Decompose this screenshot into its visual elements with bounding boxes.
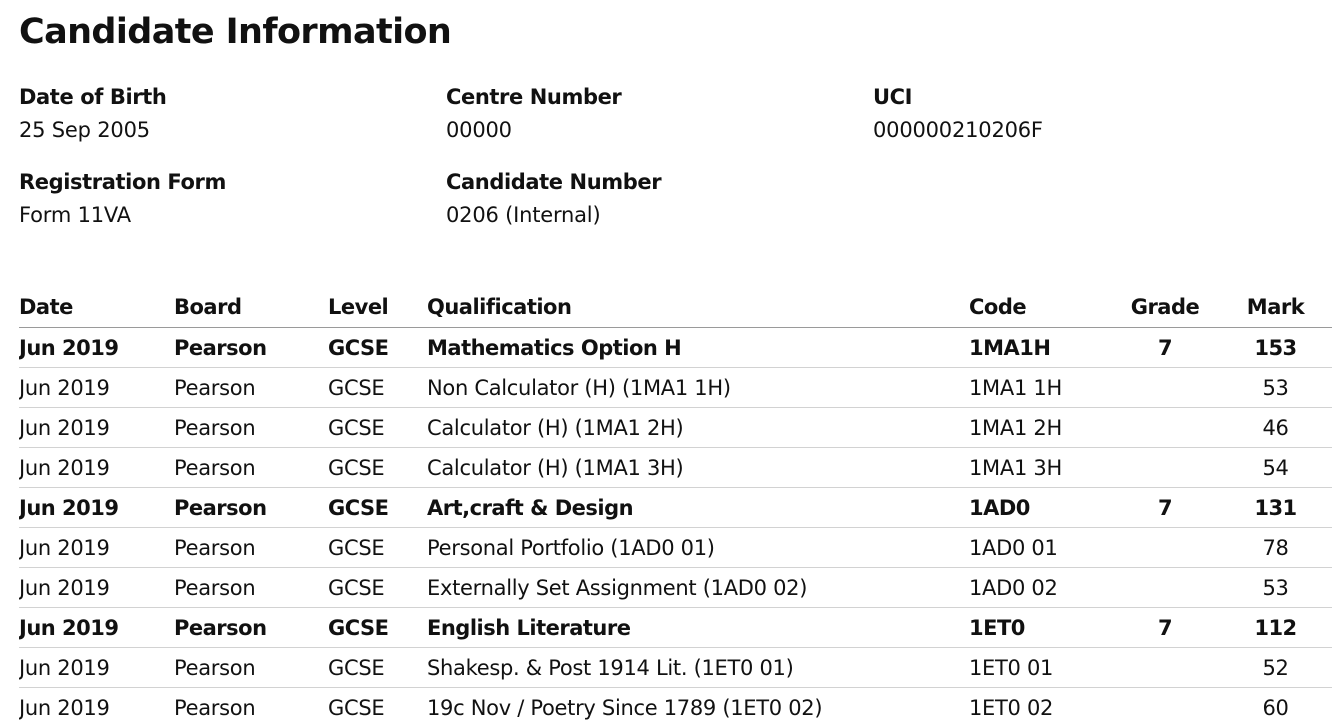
cell-code: 1MA1H <box>969 328 1111 368</box>
cell-level: GCSE <box>328 368 427 408</box>
cell-date: Jun 2019 <box>19 608 174 648</box>
cell-date: Jun 2019 <box>19 448 174 488</box>
cell-date: Jun 2019 <box>19 648 174 688</box>
uci-field <box>873 82 1293 148</box>
results-table-header <box>19 287 1332 328</box>
cell-code: 1ET0 01 <box>969 648 1111 688</box>
candidate-number-value: 0206 (Internal) <box>446 203 601 227</box>
column-header-code: Code <box>969 287 1111 328</box>
column-header-date: Date <box>19 287 174 328</box>
centre-number-value: 00000 <box>446 118 512 142</box>
cell-board: Pearson <box>174 408 328 448</box>
cell-mark: 153 <box>1219 328 1332 368</box>
cell-code: 1ET0 02 <box>969 695 1054 720</box>
cell-mark: 54 <box>1219 448 1332 488</box>
cell-date: Jun 2019 <box>19 528 174 568</box>
cell-qualification: Shakesp. & Post 1914 Lit. (1ET0 01) <box>427 648 969 688</box>
cell-date: Jun 2019 <box>19 695 110 720</box>
cell-date: Jun 2019 <box>19 408 174 448</box>
cell-code: 1MA1 1H <box>969 368 1111 408</box>
cell-board: Pearson <box>174 448 328 488</box>
registration-form-label: Registration Form <box>19 170 226 194</box>
cell-grade: 7 <box>1111 328 1219 368</box>
column-header-level: Level <box>328 287 427 328</box>
cell-level: GCSE <box>328 528 427 568</box>
cell-mark: 52 <box>1219 648 1332 688</box>
cell-mark: 46 <box>1219 408 1332 448</box>
cell-grade: 7 <box>1111 608 1219 648</box>
cell-board: Pearson <box>174 695 256 720</box>
cell-level: GCSE <box>328 568 427 608</box>
centre-number-field <box>446 82 866 148</box>
qualification-row <box>19 328 1332 368</box>
component-row <box>19 368 1332 408</box>
cell-board: Pearson <box>174 568 328 608</box>
date-of-birth-value: 25 Sep 2005 <box>19 118 150 142</box>
cell-level: GCSE <box>328 648 427 688</box>
cell-board: Pearson <box>174 488 328 528</box>
candidate-number-field <box>446 167 866 233</box>
component-row <box>19 688 1332 728</box>
qualification-row <box>19 608 1332 648</box>
component-row <box>19 528 1332 568</box>
cell-grade <box>1111 408 1219 448</box>
cell-grade <box>1111 528 1219 568</box>
candidate-number-label: Candidate Number <box>446 170 662 194</box>
cell-qualification: Personal Portfolio (1AD0 01) <box>427 528 969 568</box>
cell-code: 1AD0 02 <box>969 568 1111 608</box>
registration-form-value: Form 11VA <box>19 203 131 227</box>
cell-grade <box>1111 368 1219 408</box>
cell-level: GCSE <box>328 328 427 368</box>
cell-qualification: Mathematics Option H <box>427 328 969 368</box>
cell-qualification: 19c Nov / Poetry Since 1789 (1ET0 02) <box>427 695 823 720</box>
cell-grade <box>1111 688 1219 728</box>
column-header-mark: Mark <box>1219 287 1332 328</box>
cell-code: 1AD0 <box>969 488 1111 528</box>
cell-board: Pearson <box>174 528 328 568</box>
qualification-row <box>19 488 1332 528</box>
component-row <box>19 568 1332 608</box>
cell-mark: 112 <box>1219 608 1332 648</box>
page-title: Candidate Information <box>19 12 452 52</box>
cell-board: Pearson <box>174 648 328 688</box>
cell-qualification: Externally Set Assignment (1AD0 02) <box>427 568 969 608</box>
column-header-board: Board <box>174 287 328 328</box>
cell-level: GCSE <box>328 408 427 448</box>
cell-grade <box>1111 448 1219 488</box>
cell-qualification: English Literature <box>427 608 969 648</box>
cell-board: Pearson <box>174 608 328 648</box>
date-of-birth-field <box>19 82 439 148</box>
component-row <box>19 408 1332 448</box>
component-row <box>19 648 1332 688</box>
registration-form-field <box>19 167 439 233</box>
cell-grade <box>1111 648 1219 688</box>
cell-mark: 53 <box>1219 568 1332 608</box>
cell-code: 1ET0 <box>969 608 1111 648</box>
cell-board: Pearson <box>174 328 328 368</box>
cell-qualification: Calculator (H) (1MA1 3H) <box>427 448 969 488</box>
cell-board: Pearson <box>174 368 328 408</box>
cell-grade <box>1111 568 1219 608</box>
cell-qualification: Non Calculator (H) (1MA1 1H) <box>427 368 969 408</box>
cell-level: GCSE <box>328 695 385 720</box>
cell-mark: 78 <box>1219 528 1332 568</box>
uci-value: 000000210206F <box>873 118 1043 142</box>
cell-grade: 7 <box>1111 488 1219 528</box>
cell-date: Jun 2019 <box>19 328 174 368</box>
cell-mark: 53 <box>1219 368 1332 408</box>
cell-date: Jun 2019 <box>19 568 174 608</box>
centre-number-label: Centre Number <box>446 85 622 109</box>
column-header-qualification: Qualification <box>427 287 969 328</box>
candidate-details <box>19 82 1319 242</box>
cell-date: Jun 2019 <box>19 368 174 408</box>
date-of-birth-label: Date of Birth <box>19 85 167 109</box>
cell-level: GCSE <box>328 608 427 648</box>
cell-code: 1AD0 01 <box>969 528 1111 568</box>
cell-code: 1MA1 3H <box>969 448 1111 488</box>
cell-qualification: Art,craft & Design <box>427 488 969 528</box>
cell-code: 1MA1 2H <box>969 408 1111 448</box>
header-row <box>19 287 1332 328</box>
cell-level: GCSE <box>328 488 427 528</box>
component-row <box>19 448 1332 488</box>
cell-mark: 60 <box>1262 695 1289 720</box>
cell-mark: 131 <box>1219 488 1332 528</box>
cell-qualification: Calculator (H) (1MA1 2H) <box>427 408 969 448</box>
results-table <box>19 287 1332 727</box>
cell-date: Jun 2019 <box>19 488 174 528</box>
cell-level: GCSE <box>328 448 427 488</box>
column-header-grade: Grade <box>1111 287 1219 328</box>
uci-label: UCI <box>873 85 913 109</box>
results-table-body <box>19 328 1332 728</box>
